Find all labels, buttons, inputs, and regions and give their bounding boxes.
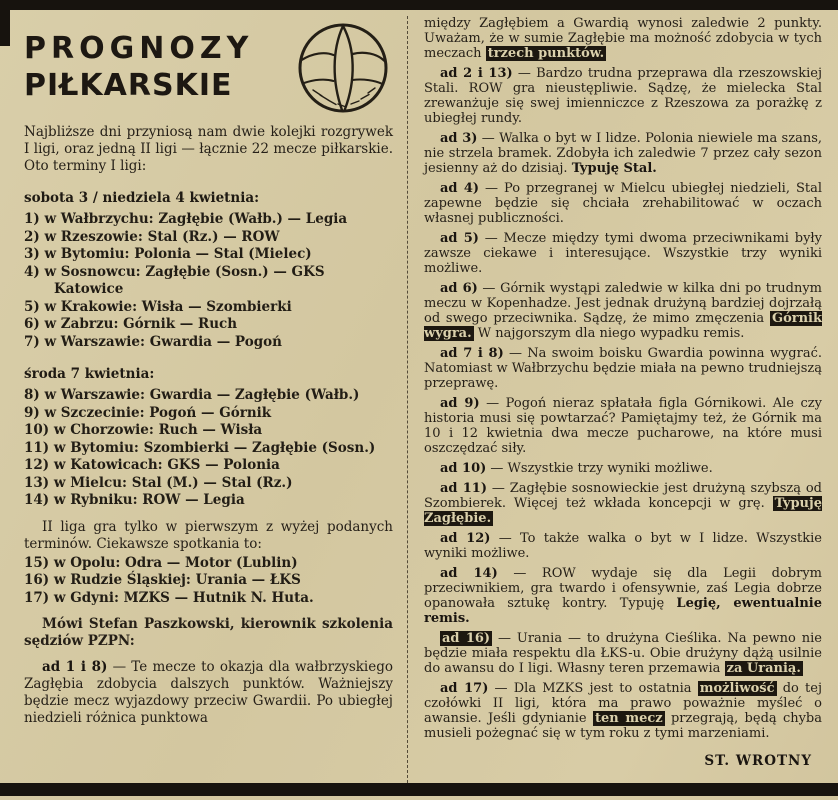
fixture-venue: 9) w Szczecinie: <box>24 404 150 421</box>
bold-text: ad 3) <box>440 131 478 146</box>
text-run: między Zagłębiem a Gwardią wynosi zaledwie 2 punkty. Uważam, że w sumie Zagłębie ma możność zdobycia w tych meczach <box>424 16 822 61</box>
fixture-venue: 12) w Katowicach: <box>24 457 168 473</box>
text-run: W najgorszym dla niego wypadku remis. <box>473 326 745 341</box>
fixture-row <box>24 211 393 229</box>
fixture-venue: 16) w Rudzie Śląskiej: <box>24 572 196 588</box>
fixture-row <box>24 422 393 440</box>
text-run: — Na swoim boisku Gwardia powinna wygrać. Natomiast w Wałbrzychu będzie miała na pewno trudniejszą przeprawę. <box>424 346 822 391</box>
fixture-row <box>24 555 393 573</box>
fixture-venue: 13) w Mielcu: <box>24 474 132 491</box>
fixture-venue: 17) w Gdyni: <box>24 589 124 606</box>
fixture-row <box>24 299 393 317</box>
fixture-match: Szombierki — Zagłębie (Sosn.) <box>143 439 376 456</box>
fixture-row <box>24 590 393 608</box>
text-run: — Te mecze to okazja dla wałbrzyskiego Zagłębia zdobycia dalszych punktów. Ważniejszy będzie mecz wyjazdowy przeciw Gwardii. Po ubiegłej niedzieli różnica punktowa <box>24 659 394 726</box>
fixture-venue: 15) w Opolu: <box>24 554 126 571</box>
fixture-row <box>24 475 393 493</box>
fixture-venue: 1) w Wałbrzychu: <box>24 211 159 227</box>
fixture-match: Odra — Motor (Lublin) <box>125 554 298 571</box>
bold-text: ad 6) <box>440 281 478 296</box>
paragraph <box>424 396 822 456</box>
fixture-match: MZKS — Hutnik N. Huta. <box>123 589 314 606</box>
highlighted-text: ten mecz <box>594 711 663 726</box>
bold-text: ad 7 i 8) <box>440 346 504 361</box>
bold-text: ad 1 i 8) <box>42 659 108 675</box>
fixture-row <box>24 572 393 590</box>
fixture-venue: 14) w Rybniku: <box>24 492 143 508</box>
paragraph <box>424 631 822 676</box>
fixture-row <box>24 387 393 405</box>
round1-fixtures <box>24 211 393 351</box>
fixture-venue: 7) w Warszawie: <box>24 333 150 350</box>
bold-text: ad 17) <box>440 681 489 696</box>
intro-paragraph: Najbliższe dni przyniosą nam dwie kolejki rozgrywek I ligi, oraz jedną II ligi — łącznie 22 mecze piłkarskie. Oto terminy I ligi: <box>24 124 393 174</box>
left-column <box>24 16 408 783</box>
text-run: — Po przegranej w Mielcu ubiegłej niedzieli, Stal zapewne będzie się chciała zrehabilitować w oczach własnej publiczności. <box>424 181 822 226</box>
fixture-match: Stal (M.) — Stal (Rz.) <box>131 474 293 491</box>
text-run: do tej czołówki II ligi, która ma prawo poważnie myśleć o awansie. Jeśli gdynianie <box>424 681 822 726</box>
fixture-venue: 3) w Bytomiu: <box>24 246 135 262</box>
bold-text: ad 2 i 13) <box>440 66 513 81</box>
bold-text: ad 12) <box>440 531 491 546</box>
highlighted-text: Typuję Zagłębie. <box>424 496 822 526</box>
football-icon <box>295 20 391 116</box>
fixture-row <box>24 440 393 458</box>
bold-text: ad 5) <box>440 231 479 246</box>
round2-header: środa 7 kwietnia: <box>24 366 155 382</box>
bold-text: Legię, ewentualnie remis. <box>424 596 822 626</box>
title-line-1: PROGNOZY <box>24 31 254 66</box>
paragraph <box>424 181 822 226</box>
fixture-row <box>24 457 393 475</box>
title-line-2: PIŁKARSKIE <box>24 68 233 103</box>
bold-text: ad 4) <box>440 181 480 196</box>
right-column <box>408 16 822 783</box>
paragraph <box>424 531 822 561</box>
text-run: — ROW wydaje się dla Legii dobrym przeciwnikiem, gra twardo i ofensywnie, zaś Legia dobrze opanowała sztukę kontry. Typuję <box>424 566 822 611</box>
analysis-paragraphs <box>424 16 822 741</box>
text-run: — Bardzo trudna przeprawa dla rzeszowskiej Stali. ROW gra nieustępliwie. Sądzę, że mielecka Stal zrewanżuje się swej imienniczce z Rzeszowa za porażkę z ubiegłej rundy. <box>424 66 822 126</box>
fixture-row <box>24 334 393 352</box>
fixture-venue: 2) w Rzeszowie: <box>24 228 148 245</box>
bold-text: ad 11) <box>440 481 488 496</box>
fixture-match: Polonia — Stal (Mielec) <box>134 246 312 262</box>
fixture-row <box>24 264 393 299</box>
fixture-match: Górnik — Ruch <box>123 316 238 332</box>
fixture-row <box>24 316 393 334</box>
football-drawing <box>295 20 391 116</box>
paragraph <box>424 346 822 391</box>
paragraph <box>424 66 822 126</box>
highlighted-text: Górnik wygra. <box>424 311 822 341</box>
interview-intro: Mówi Stefan Paszkowski, kierownik szkolenia sędziów PZPN: <box>24 616 393 649</box>
article-body <box>0 10 838 783</box>
fixture-match: Pogoń — Górnik <box>149 404 272 421</box>
paragraph <box>424 16 822 61</box>
fixture-row <box>24 229 393 247</box>
fixture-row <box>24 492 393 510</box>
fixture-match: Urania — ŁKS <box>195 572 301 588</box>
paragraph <box>424 566 822 626</box>
fixture-match: GKS — Polonia <box>167 457 280 473</box>
highlighted-text: trzech punktów. <box>487 46 605 61</box>
text-run: — To także walka o byt w I lidze. Wszystkie wyniki możliwe. <box>424 531 822 561</box>
text-run: — Mecze między tymi dwoma przeciwnikami były zawsze ciekawe i interesujące. Wszystkie trzy wyniki możliwe. <box>424 231 822 276</box>
fixture-venue: 10) w Chorzowie: <box>24 422 159 438</box>
text-run: — Urania — to drużyna Cieślika. Na pewno nie będzie miała respektu dla ŁKS-u. Obie drużyny dążą usilnie do awansu do I ligi. Własny teren przemawia <box>424 631 822 676</box>
highlighted-text: za Uranią. <box>726 661 801 676</box>
bottom-rule <box>0 783 838 796</box>
fixture-venue: 5) w Krakowie: <box>24 298 142 315</box>
paragraph <box>424 281 822 341</box>
paragraph <box>424 681 822 741</box>
text-run: — Dla MZKS jest to ostatnia <box>488 681 698 696</box>
fixture-match: Gwardia — Pogoń <box>149 333 282 350</box>
paragraph <box>424 461 822 476</box>
bold-text: ad 10) <box>440 461 487 476</box>
left-analysis-paragraphs <box>24 659 393 727</box>
fixture-row <box>24 405 393 423</box>
text-run: — Walka o byt w I lidze. Polonia niewiele ma szans, nie strzela bramek. Zdobyła ich zaledwie 7 przez cały sezon jesienny aż do dzisiaj. <box>424 131 822 176</box>
article-header <box>24 16 393 120</box>
fixture-row <box>24 246 393 264</box>
bold-text: ad 9) <box>440 396 480 411</box>
highlighted-text: możliwość <box>699 681 775 696</box>
paragraph <box>24 659 393 727</box>
fixture-match: Zagłębie (Wałb.) — Legia <box>158 211 348 227</box>
fixture-venue: 6) w Zabrzu: <box>24 316 124 332</box>
round1-header: sobota 3 / niedziela 4 kwietnia: <box>24 190 260 206</box>
fixture-match: Stal (Rz.) — ROW <box>147 228 280 245</box>
paragraph <box>424 481 822 526</box>
author-signature: ST. WROTNY <box>704 753 812 769</box>
fixture-venue: 4) w Sosnowcu: <box>24 263 146 280</box>
text-run: — Pogoń nieraz spłatała figla Górnikowi. Ale czy historia musi się powtarzać? Pamiętajmy też, że Górnik ma 10 i 12 kwietnia dwa mecze pucharowe, na które musi oszczędzać siły. <box>424 396 822 456</box>
highlighted-text: ad 16) <box>442 631 491 646</box>
text-run: — Zagłębie sosnowieckie jest drużyną szybszą od Szombierek. Więcej też wkłada koncepcji w grę. <box>424 481 822 511</box>
fixture-match: Gwardia — Zagłębie (Wałb.) <box>149 387 360 403</box>
paragraph <box>424 131 822 176</box>
bold-text: ad 14) <box>440 566 498 581</box>
round2-fixtures <box>24 387 393 510</box>
text-run: przegrają, będą chyba musieli pożegnać się w tym roku z tymi marzeniami. <box>424 711 822 741</box>
bold-text: Typuję Stal. <box>571 161 657 176</box>
fixture-match: Ruch — Wisła <box>158 422 263 438</box>
fixture-match: ROW — Legia <box>142 492 245 508</box>
top-rule <box>0 0 838 10</box>
text-run: — Górnik wystąpi zaledwie w kilka dni po trudnym meczu w Kopenhadze. Jest jednak drużyną bardziej dojrzałą od swego przeciwnika. Sądzę, że mimo zmęczenia <box>424 281 822 326</box>
paragraph <box>424 231 822 276</box>
text-run: — Wszystkie trzy wyniki możliwe. <box>486 461 713 476</box>
fixture-match: Zagłębie (Sosn.) — GKS Katowice <box>54 263 325 297</box>
fixture-venue: 8) w Warszawie: <box>24 387 150 403</box>
second-league-fixtures <box>24 555 393 608</box>
fixture-venue: 11) w Bytomiu: <box>24 439 144 456</box>
second-league-note: II liga gra tylko w pierwszym z wyżej podanych terminów. Ciekawsze spotkania to: <box>24 518 393 552</box>
fixture-match: Wisła — Szombierki <box>141 298 292 315</box>
